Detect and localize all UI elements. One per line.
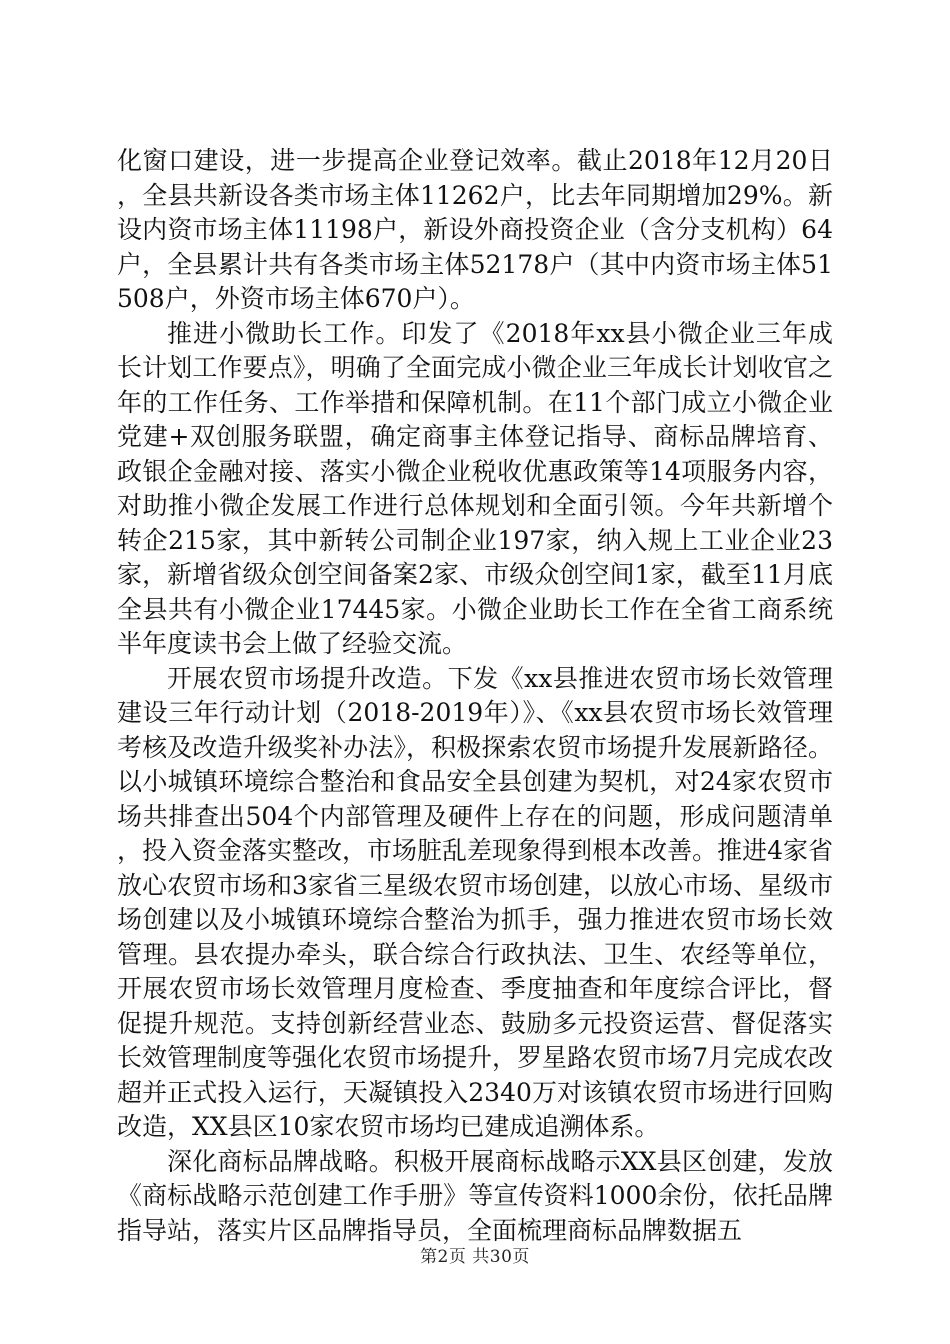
paragraph-2: 推进小微助长工作。印发了《2018年xx县小微企业三年成长计划工作要点》，明确了全面完成小微企业三年成长计划收官之年的工作任务、工作举措和保障机制。在11个部门成立小微企业党建+双创服务联盟，确定商事主体登记指导、商标品牌培育、政银企金融对接、落实小微企业税收优惠政策等14项服务内容，对助推小微企发展工作进行总体规划和全面引领。今年共新增个转企215家，其中新转公司制企业197家，纳入规上工业企业23家，新增省级众创空间备案2家、市级众创空间1家，截至11月底全县共有小微企业17445家。小微企业助长工作在全省工商系统半年度读书会上做了经验交流。: [117, 318, 833, 658]
paragraph-1: 化窗口建设，进一步提高企业登记效率。截止2018年12月20日，全县共新设各类市场主体11262户，比去年同期增加29%。新设内资市场主体11198户，新设外商投资企业（含分支机构）64户，全县累计共有各类市场主体52178户（其中内资市场主体51508户，外资市场主体670户）。: [117, 146, 833, 313]
page-footer: 第2页 共30页: [420, 1247, 530, 1267]
paragraph-4: 深化商标品牌战略。积极开展商标战略示XX县区创建，发放《商标战略示范创建工作手册》等宣传资料1000余份，依托品牌指导站，落实片区品牌指导员，全面梳理商标品牌数据五: [117, 1146, 833, 1245]
document-body: [117, 144, 833, 1248]
paragraph-3: 开展农贸市场提升改造。下发《xx县推进农贸市场长效管理建设三年行动计划（2018-2019年）》、《xx县农贸市场长效管理考核及改造升级奖补办法》，积极探索农贸市场提升发展新路径。以小城镇环境综合整治和食品安全县创建为契机，对24家农贸市场共排查出504个内部管理及硬件上存在的问题，形成问题清单，投入资金落实整改，市场脏乱差现象得到根本改善。推进4家省放心农贸市场和3家省三星级农贸市场创建，以放心市场、星级市场创建以及小城镇环境综合整治为抓手，强力推进农贸市场长效管理。县农提办牵头，联合综合行政执法、卫生、农经等单位，开展农贸市场长效管理月度检查、季度抽查和年度综合评比，督促提升规范。支持创新经营业态、鼓励多元投资运营、督促落实长效管理制度等强化农贸市场提升，罗星路农贸市场7月完成农改超并正式投入运行，天凝镇投入2340万对该镇农贸市场进行回购改造，XX县区10家农贸市场均已建成追溯体系。: [117, 663, 833, 1141]
